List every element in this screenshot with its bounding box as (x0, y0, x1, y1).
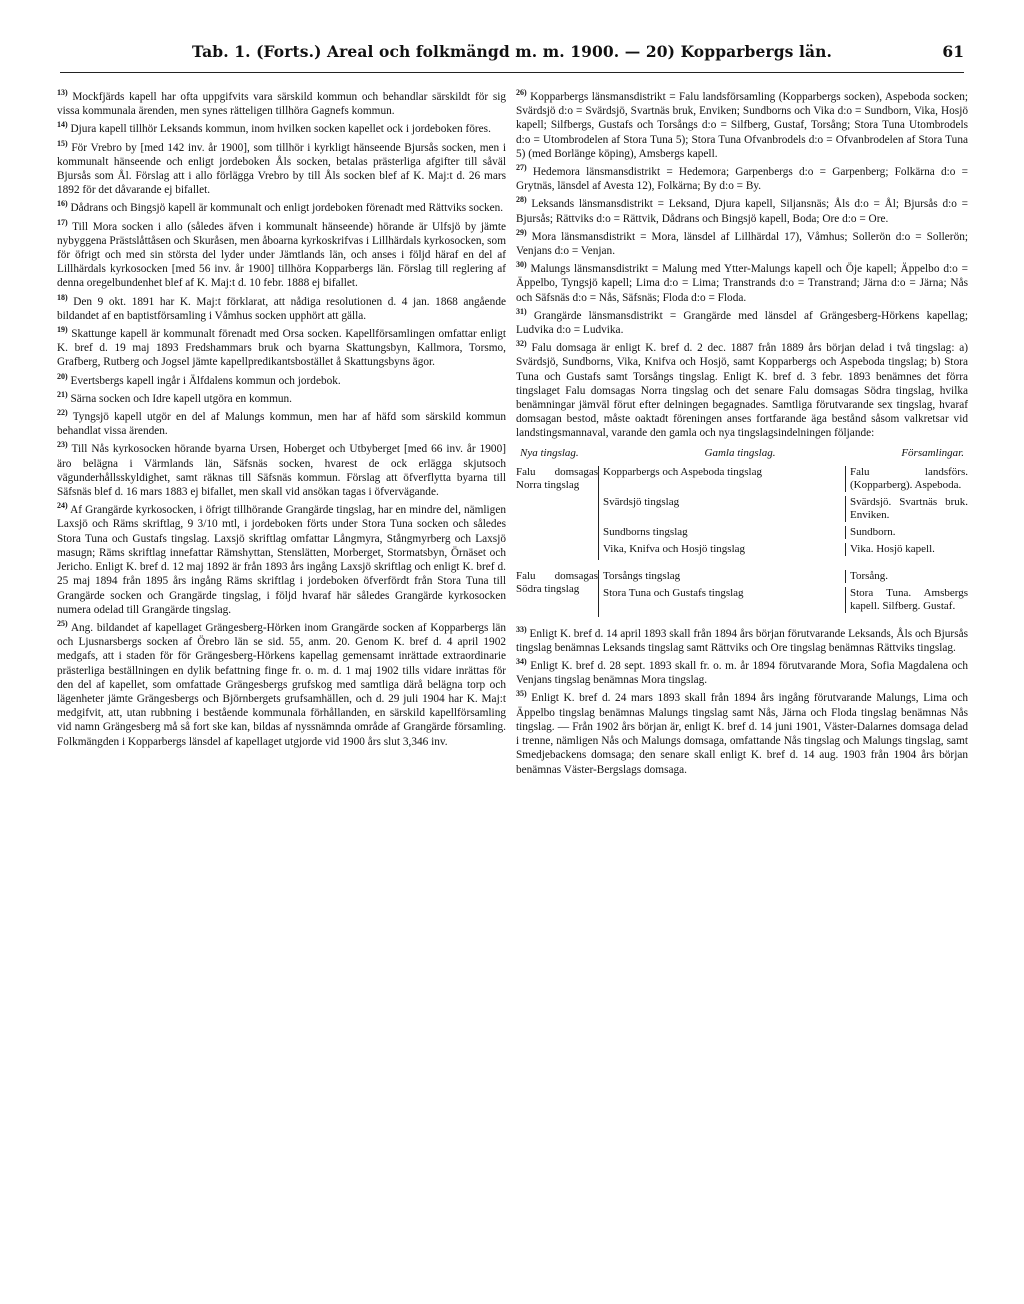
new-tingslag-cell: Falu domsagas Norra tingslag (516, 465, 598, 491)
footnote (57, 392, 506, 406)
new-tingslag-cell: Falu domsagas Södra tingslag (516, 569, 598, 595)
footnote-number: 30) (516, 260, 527, 270)
footnote-number: 13) (57, 88, 68, 98)
table-row (603, 587, 968, 613)
footnote-text: Malungs länsmansdistrikt = Malung med Ytter-Malungs kapell och Öje kapell; Äppelbo d:o = Äppelbo, Tyngsjö kapell; Lima d:o = Lima; Transtrands d:o = Transtrand; Järna d:o = Järna; Nås och Säfsnäs d:o = Nås, Säfsnäs; Floda d:o = Floda. (516, 263, 968, 304)
footnote-number: 14) (57, 120, 68, 130)
footnote (57, 122, 506, 136)
footnote (57, 292, 506, 323)
page-title: Tab. 1. (Forts.) Areal och folkmängd m. m. 1900. — 20) Kopparbergs län. (192, 42, 832, 61)
right-footnotes-bottom (516, 624, 969, 777)
footnote-number: 19) (57, 325, 68, 335)
footnote-text: Tyngsjö kapell utgör en del af Malungs kommun, men har af häfd som särskild kommun behandlat vissa ärenden. (57, 411, 506, 438)
table-body (516, 466, 968, 617)
table-row (603, 543, 968, 556)
footnote-number: 20) (57, 371, 68, 381)
page-header (60, 38, 964, 68)
footnote (516, 659, 968, 687)
right-footnotes-top (516, 90, 968, 441)
footnote-text: För Vrebro by [med 142 inv. år 1900], som tillhör i kyrkligt hänseende Bjursås socken, men i kommunalt hänseende och enligt jordeboken Åls socken, betalas prästerliga afgifter till såväl Bjursås som Ål. Förslag att i allo förlägga Vrebro by till Åls socken blef af K. Maj:t d. 26 mars 1892 för det dåvarande ej bifallet. (57, 141, 506, 197)
footnote (57, 327, 506, 370)
footnote (57, 90, 506, 118)
footnote-text: Dådrans och Bingsjö kapell är kommunalt och enligt jordeboken förenadt med Rättviks socken. (70, 202, 504, 215)
footnote-text: Enligt K. bref d. 28 sept. 1893 skall fr. o. m. år 1894 förutvarande Mora, Sofia Magdalena och Venjans tingslag benämnas Mora tingslag. (516, 660, 969, 687)
parishes-cell: Stora Tuna. Amsbergs kapell. Silfberg. Gustaf. (845, 587, 968, 613)
footnote (516, 262, 968, 305)
footnote-text: Enligt K. bref d. 14 april 1893 skall från 1894 års början förutvarande Leksands, Åls och Bjursås tingslag benämnas Leksands tingslag samt Rättviks och Ore tingslag benämnas Rättviks tingslag. (516, 627, 968, 654)
footnote-text: Falu domsaga är enligt K. bref d. 2 dec. 1887 från 1889 års början delad i två tingslag: a) Svärdsjö, Sundborns, Vika, Knifva och Hosjö, samt Kopparbergs och Aspeboda tingslag; b) Stora Tuna och Gustafs samt Torsångs tingslag. Enligt K. bref d. 3 febr. 1893 benämnes det förra tingslaget Falu domsagas Norra tingslag och det senare Falu domsagas Södra tingslag, hvilka benämningar jämväl förut efter delningen begagnades. Samtliga förutvarande sex tingslag, hvaraf domsagan bestod, måste oaktadt föreningen anses fortfarande äga bestånd såsom valkretsar vid landstingsmannaval, varande den gamla och nya tingslagsindelningen följande: (516, 342, 969, 440)
old-tingslag-cell: Vika, Knifva och Hosjö tingslag (603, 542, 746, 555)
footnote-number: 28) (516, 195, 527, 205)
footnote-number: 17) (57, 217, 68, 227)
footnote (57, 371, 506, 388)
footnote-number: 18) (57, 292, 68, 302)
footnote-text: Särna socken och Idre kapell utgöra en kommun. (70, 392, 292, 405)
footnote (57, 201, 506, 215)
table-group (516, 466, 968, 560)
footnote-text: Den 9 okt. 1891 har K. Maj:t förklarat, att nådiga resolutionen d. 4 jan. 1868 angående bildandet af en baptistförsamling i Våmhus socken upphört att gälla. (57, 295, 506, 322)
old-tingslag-list (598, 466, 968, 560)
tingslag-table (516, 447, 968, 617)
col-header-parishes: Församlingar. (901, 446, 964, 459)
parishes-cell: Vika. Hosjö kapell. (845, 543, 968, 556)
footnote-number: 15) (57, 138, 68, 148)
old-tingslag-cell: Sundborns tingslag (603, 525, 688, 538)
footnote (516, 165, 968, 193)
footnote (57, 503, 506, 617)
left-column (57, 90, 506, 753)
footnote (516, 624, 968, 655)
footnote-number: 24) (57, 501, 68, 511)
footnote-text: Hedemora länsmansdistrikt = Hedemora; Garpenbergs d:o = Garpenberg; Folkärna d:o = Grytnäs, länsdel af Avesta 12), Folkärna; By d:o = By. (516, 166, 968, 193)
footnote-text: Leksands länsmansdistrikt = Leksand, Djura kapell, Siljansnäs; Åls d:o = Ål; Bjursås d:o = Bjursås; Rättviks d:o = Rättvik, Dådrans och Bingsjö kapell, Boda; Ore d:o = Ore. (516, 198, 968, 225)
page-number: 61 (942, 42, 964, 61)
footnote-number: 35) (516, 689, 527, 699)
footnote-number: 26) (516, 88, 527, 98)
right-column (516, 90, 968, 781)
table-row (603, 526, 968, 539)
footnote-number: 34) (516, 657, 527, 667)
header-rule (60, 72, 964, 73)
footnote-number: 33) (516, 624, 527, 634)
footnote (516, 230, 968, 258)
footnote-number: 32) (516, 339, 527, 349)
old-tingslag-cell: Torsångs tingslag (603, 569, 681, 582)
col-header-old: Gamla tingslag. (704, 446, 776, 459)
footnote-text: Mockfjärds kapell har ofta uppgifvits vara särskild kommun och behandlar särskildt för sig vissa kommunala ärenden, men synes rätteligen tillhöra Gagnefs kommun. (57, 91, 507, 118)
old-tingslag-list (598, 570, 968, 617)
table-row (603, 570, 968, 583)
footnote-text: Mora länsmansdistrikt = Mora, länsdel af Lillhärdal 17), Våmhus; Sollerön d:o = Sollerön; Venjans d:o = Venjan. (516, 230, 969, 258)
table-row (603, 466, 968, 492)
parishes-cell: Torsång. (845, 570, 968, 583)
parishes-cell: Falu landsförs. (Kopparberg). Aspeboda. (845, 466, 968, 492)
footnote-text: Till Nås kyrkosocken hörande byarna Ursen, Hoberget och Utbyberget [med 66 inv. år 1900] äro belägna i Värmlands län, Säfsnäs socken, hvarest de ock erlägga skjutsoch vägunderhållsskyldighet, samt räknas till Säfsnäs kommun. Förslag att öfverflytta byarna till Säfsnäs blef d. 16 mars 1883 ej bifallet, men skall vid ansökan tagas i öfvervägande. (57, 443, 506, 499)
footnote-number: 21) (57, 390, 68, 400)
footnote (516, 309, 968, 337)
table-group (516, 570, 968, 617)
footnote (516, 90, 968, 161)
footnote-text: Djura kapell tillhör Leksands kommun, inom hvilken socken kapellet ock i jordeboken föres. (70, 123, 491, 136)
footnote-text: Skattunge kapell är kommunalt förenadt med Orsa socken. Kapellförsamlingen omfattar enligt K. bref d. 19 maj 1893 Fredshammars bruk och byarna Skattungsbyn, Kallmora, Torsmo, Grafberg, Rutberg och Jogsel jämte kapellpredikantsbostället å Skattungsbyns ägor. (57, 328, 506, 369)
footnote-text: Evertsbergs kapell ingår i Älfdalens kommun och jordebok. (70, 374, 341, 387)
footnote-number: 25) (57, 619, 68, 629)
old-tingslag-cell: Stora Tuna och Gustafs tingslag (603, 586, 744, 599)
footnote-number: 27) (516, 163, 527, 173)
footnote (57, 442, 506, 499)
footnote (516, 691, 968, 776)
old-tingslag-cell: Kopparbergs och Aspeboda tingslag (603, 465, 762, 478)
footnote-text: Ang. bildandet af kapellaget Grängesberg-Hörken inom Grangärde socken af Kopparbergs län och Ljusnarsbergs socken af Örebro län se sid. 55, anm. 20. Genom K. bref d. 4 april 1902 medgafs, att i staden för för Grängesberg-Hörkens kapellag gemensamt inrättade extraordinarie prästerliga beställningen en dylik befattning finge fr. o. m. d. 1 maj 1902 tills vidare inrättas för den del af kapellet, som omfattade Grängesbergs grufskog med samtliga därå belägna torp och lägenheter jämte Grängesbergs och Björnbergets grufsamhällen, och d. 29 juli 1904 har K. Maj:t medgifvit, att, utan rubbning i bestående kommunala förhållanden, en särskild kapellförsamling vid namn Grängesberg må så fort ske kan, bildas af nyssnämnda område af Grangärde församling. Folkmängden i Kopparbergs länsdel af kapellaget utgjorde vid 1900 års slut 3,346 inv. (57, 621, 507, 748)
parishes-cell: Sundborn. (845, 526, 968, 539)
footnote (516, 197, 968, 225)
footnote-number: 23) (57, 440, 68, 450)
table-row (603, 496, 968, 522)
footnote-number: 16) (57, 199, 68, 209)
footnote (57, 621, 506, 749)
footnote-text: Af Grangärde kyrkosocken, i öfrigt tillhörande Grangärde tingslag, har en mindre del, nämligen Laxsjö och Räms skriftlag, 9 3/10 mtl, i jordeboken förts under Stora Tuna socken och således Stora Tuna och Gustafs tingslag. Laxsjö skriftlag omfattar Långmyra, Stångmyrberg och Laxsjö masugn; Räms skriftlag innefattar Rämshyttan, Stenslätten, Morberget, Stormatsbyn, Örnäset och Jericho. Enligt K. bref d. 12 maj 1892 är från 1893 års ingång Laxsjö skriftlag och enligt K. bref d. 25 maj 1894 från 1895 års ingång Räms skriftlag i jordeboken öfverfördt från Stora Tuna till Grangärde socken och Grangärde tingslag, i följd hvaraf här således Grangärde kyrkosocken numera odelad till Grangärde tingslag. (57, 504, 506, 616)
footnote (57, 410, 506, 438)
footnote-number: 31) (516, 307, 527, 317)
footnote-text: Grangärde länsmansdistrikt = Grangärde med länsdel af Grängesberg-Hörkens kapellag; Ludvika d:o = Ludvika. (516, 309, 968, 337)
footnote-text: Till Mora socken i allo (således äfven i kommunalt hänseende) hörande är Ulfsjö by jämte nybyggena Prästslåttåsen och Skuråsen, men åboarna kyrkoskrifvas i Lillhärdals kyrkosocken, som för öfrigt och med sin största del lyder under Jämtlands län, och anses i följd häraf en del af Lillhärdals kyrkosocken [med 56 inv. år 1900] tillhöra Kopparbergs län. Förslag till reglering af denna oregelbundenhet blef af K. Maj:t d. 10 febr. 1888 ej bifallet. (57, 220, 506, 290)
col-header-new: Nya tingslag. (520, 446, 579, 459)
footnote-number: 29) (516, 228, 527, 238)
footnote (516, 341, 968, 440)
parishes-cell: Svärdsjö. Svartnäs bruk. Enviken. (845, 496, 968, 522)
old-tingslag-cell: Svärdsjö tingslag (603, 495, 680, 508)
footnote-text: Enligt K. bref d. 24 mars 1893 skall från 1894 års ingång förutvarande Malungs, Lima och Äppelbo tingslag benämnas Malungs tingslag samt Nås, Järna och Floda tingslag benämnas Nås tingslag. — Från 1902 års början är, enligt K. bref d. 14 juni 1901, Väster-Dalarnes domsaga delad i trenne, nämligen Nås och Malungs domsaga, omfattande Nås tingslag och Malungs tingslag, samt Smedjebackens domsaga; den senare skall enligt K. bref d. 14 aug. 1903 från 1904 års början benämnas Väster-Bergslags domsaga. (516, 692, 968, 776)
footnote-text: Kopparbergs länsmansdistrikt = Falu landsförsamling (Kopparbergs socken), Aspeboda socken; Svärdsjö d:o = Svärdsjö, Svartnäs bruk, Enviken; Sundborns och Vika d:o = Sundborn, Vika, Hosjö kapell; Silfbergs, Gustafs och Torsångs d:o = Silfberg, Gustaf, Torsång; Stora Tuna Utombrodels d:o = Utombrodelen af Stora Tuna 5); Stora Tuna Ofvanbrodels d:o = Ofvanbrodelen af Stora Tuna 5) (med Borlänge köping), Amsbergs kapell. (516, 91, 969, 160)
footnote-number: 22) (57, 408, 68, 418)
table-header (516, 447, 968, 460)
footnote (57, 217, 506, 291)
footnote (57, 138, 506, 198)
